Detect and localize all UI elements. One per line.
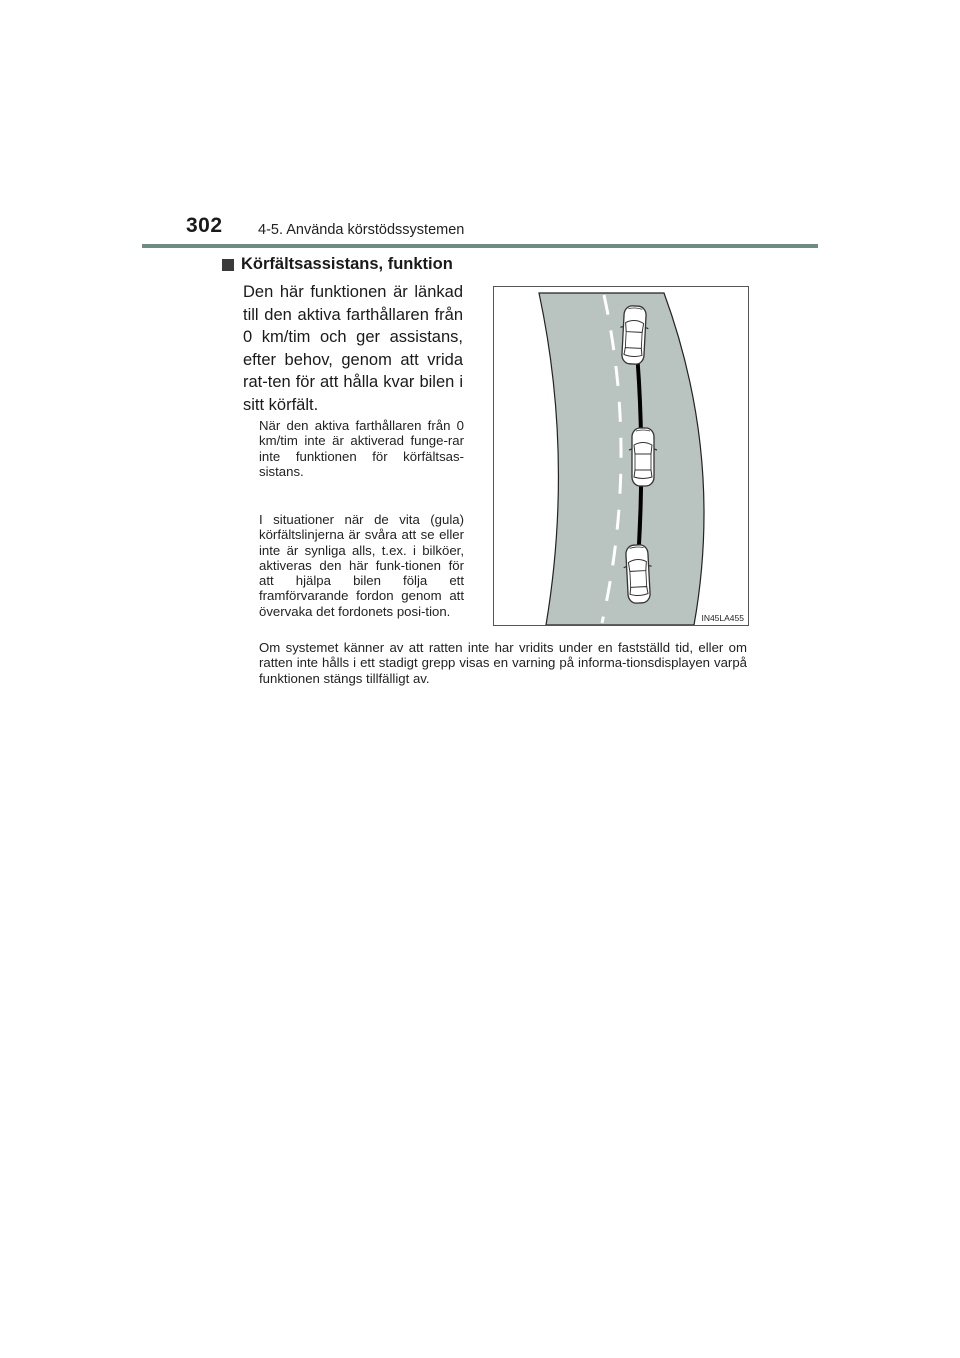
lane-assist-illustration bbox=[493, 286, 749, 626]
note-paragraph: Om systemet känner av att ratten inte har vridits under en fastställd tid, eller om ratten inte hålls i ett stadigt grepp visas en varning på informa-tionsdisplayen varpå funktionen stängs tillfälligt av. bbox=[259, 640, 747, 686]
note-paragraph: I situationer när de vita (gula) körfältslinjerna är svåra att se eller inte är synliga alls, t.ex. i bilköer, aktiveras den här funk-tionen för att hjälpa bilen följa ett framförvarande fordon genom att övervaka det fordonets posi-tion. bbox=[259, 512, 464, 619]
section-heading bbox=[222, 255, 453, 274]
section-heading-text: Körfältsassistans, funktion bbox=[241, 255, 453, 273]
square-bullet-icon bbox=[222, 259, 234, 271]
chapter-title: 4-5. Använda körstödssystemen bbox=[258, 222, 465, 238]
page-number: 302 bbox=[186, 214, 223, 237]
body-paragraph: Den här funktionen är länkad till den aktiva farthållaren från 0 km/tim och ger assistans, efter behov, genom att vrida rat-ten för att hålla kvar bilen i sitt körfält. bbox=[243, 283, 463, 414]
figure-code: IN45LA455 bbox=[701, 613, 744, 623]
road-surface bbox=[539, 293, 704, 625]
car-icon bbox=[629, 428, 657, 486]
road-diagram bbox=[494, 287, 748, 625]
note-paragraph: När den aktiva farthållaren från 0 km/tim inte är aktiverad funge-rar inte funktionen för körfältsas-sistans. bbox=[259, 418, 464, 479]
header-divider bbox=[142, 244, 818, 248]
